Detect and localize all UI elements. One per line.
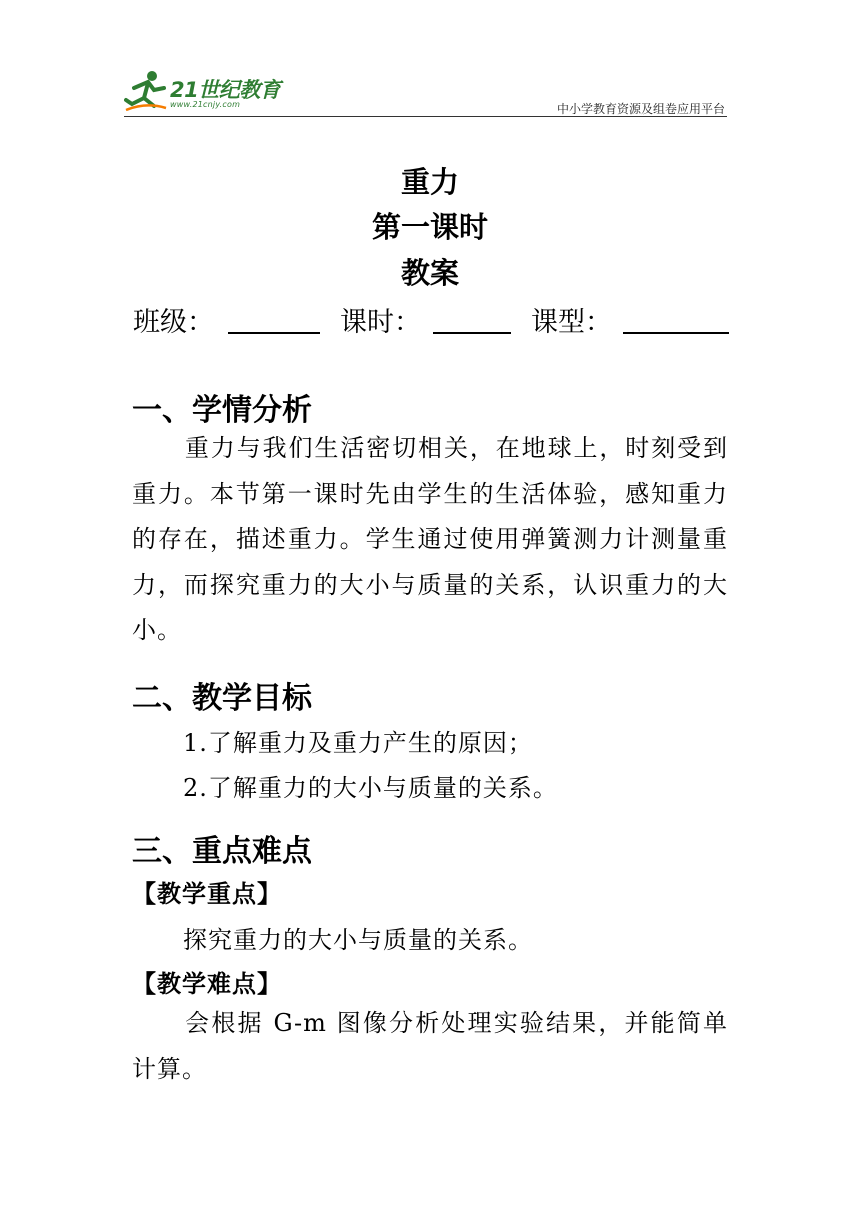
key-point-label: 【教学重点】	[132, 879, 282, 908]
logo-text: 21世纪教育	[170, 78, 281, 102]
goal-item-2: 2.了解重力的大小与质量的关系。	[183, 774, 558, 802]
difficulty-label: 【教学难点】	[132, 969, 282, 998]
period-blank[interactable]	[433, 332, 511, 334]
runner-logo-icon	[124, 68, 168, 114]
class-label: 班级：	[133, 307, 214, 338]
analysis-paragraph	[132, 426, 728, 654]
key-point-text: 探究重力的大小与质量的关系。	[183, 926, 533, 954]
difficulty-paragraph	[132, 1001, 728, 1092]
section-heading-goals: 二、教学目标	[132, 681, 312, 716]
period-label: 课时：	[340, 307, 421, 338]
title-line-2: 第一课时	[371, 210, 488, 244]
title-line-1: 重力	[400, 165, 459, 199]
type-blank[interactable]	[623, 332, 729, 334]
class-blank[interactable]	[228, 332, 320, 334]
difficulty-text: 会根据 G-m 图像分析处理实验结果，并能简单计算。	[132, 1009, 728, 1083]
analysis-text: 重力与我们生活密切相关，在地球上，时刻受到重力。本节第一课时先由学生的生活体验，感知重力的存在，描述重力。学生通过使用弹簧测力计测量重力，而探究重力的大小与质量的关系，认识重力的大小。	[132, 434, 728, 644]
section-heading-key-points: 三、重点难点	[132, 834, 312, 869]
page-header	[124, 66, 727, 118]
type-label: 课型：	[531, 307, 612, 338]
header-divider	[124, 116, 727, 117]
platform-name: 中小学教育资源及组卷应用平台	[556, 102, 725, 116]
goal-item-1: 1.了解重力及重力产生的原因；	[183, 729, 533, 757]
logo	[124, 68, 294, 114]
title-line-3: 教案	[400, 256, 459, 290]
section-heading-analysis: 一、学情分析	[132, 393, 312, 428]
logo-url: www.21cnjy.com	[170, 100, 241, 109]
class-info-row	[133, 300, 733, 340]
